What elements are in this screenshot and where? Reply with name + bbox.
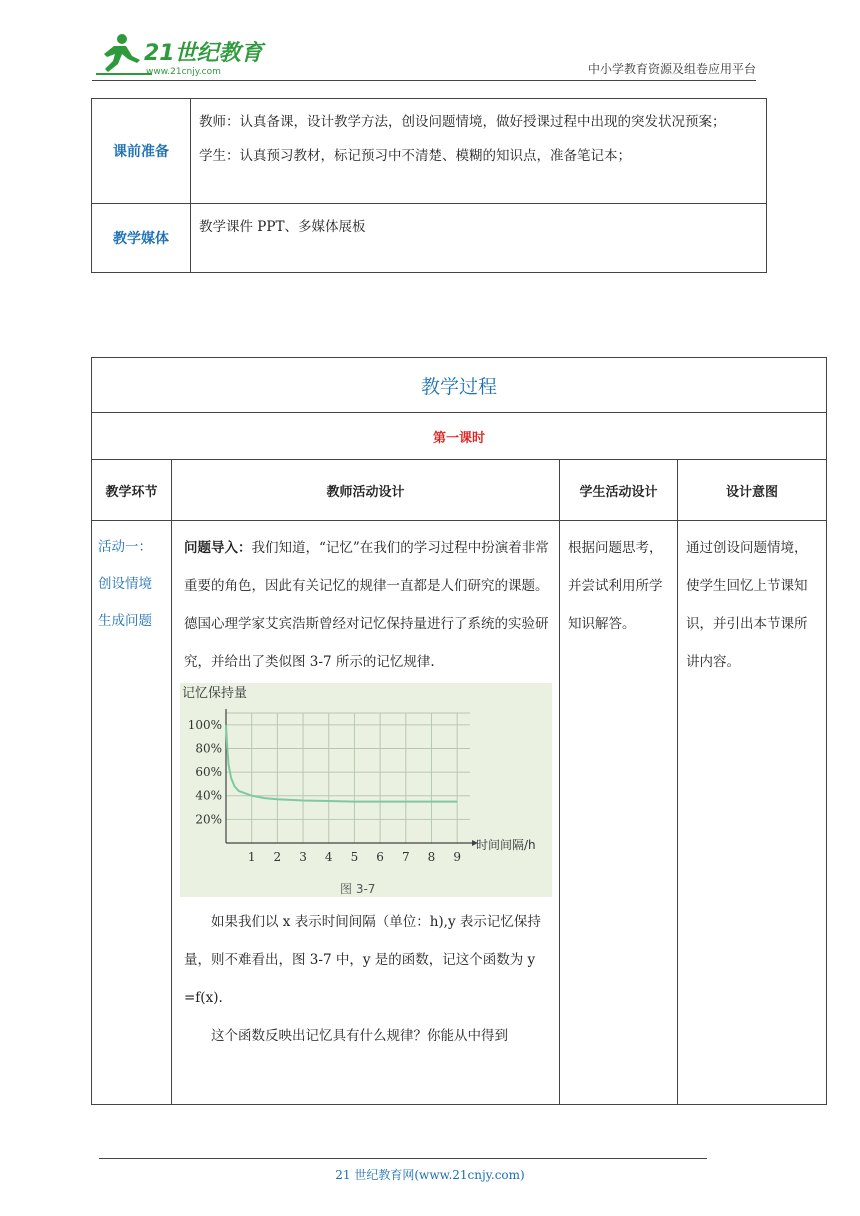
activity-step: [92, 521, 172, 1105]
table-row: [92, 204, 767, 273]
y-tick-label: 20%: [195, 812, 222, 827]
table-row: [92, 358, 827, 413]
x-tick-label: 3: [299, 850, 307, 864]
x-tick-labels: [248, 850, 461, 864]
row-label: 教学媒体: [92, 204, 191, 273]
x-tick-label: 6: [376, 850, 384, 864]
y-tick-label: 80%: [195, 741, 222, 756]
table-header-row: [92, 460, 827, 521]
lesson-label: 第一课时: [92, 413, 827, 460]
x-axis-label: 时间间隔/h: [476, 838, 536, 852]
x-tick-label: 2: [273, 850, 282, 864]
table-row: [92, 521, 827, 1105]
row-content: [191, 99, 767, 204]
y-tick-label: 100%: [187, 717, 222, 732]
x-tick-label: 1: [247, 850, 256, 864]
x-tick-label: 7: [401, 850, 410, 864]
header-divider: [92, 80, 756, 81]
y-tick-label: 60%: [195, 765, 222, 780]
header-tagline: 中小学教育资源及组卷应用平台: [587, 62, 756, 76]
footer-divider: [99, 1158, 707, 1159]
chart-background: [180, 683, 552, 897]
table-row: [92, 413, 827, 460]
column-header: 教学环节: [92, 460, 172, 521]
y-tick-label: 40%: [195, 788, 222, 803]
student-activity: 根据问题思考，并尝试利用所学知识解答。: [560, 521, 678, 1105]
footer-text: 21 世纪教育网(www.21cnjy.com): [335, 1168, 525, 1182]
intro-text: 我们知道，“记忆”在我们的学习过程中扮演着非常重要的角色，因此有关记忆的规律一直都是人们研究的课题。德国心理学家艾宾浩斯曾经对记忆保持量进行了系统的实验研究，并给出了类似图 3-7 所示的记忆规律.: [184, 540, 549, 670]
column-header: 学生活动设计: [560, 460, 678, 521]
preparation-table: [91, 98, 767, 273]
column-header: 教师活动设计: [172, 460, 560, 521]
memory-curve-chart: [180, 683, 552, 897]
content-line: 学生：认真预习教材，标记预习中不清楚、模糊的知识点，准备笔记本；: [199, 148, 631, 164]
column-header: 设计意图: [678, 460, 827, 521]
intro-paragraph: [184, 529, 551, 681]
step-line: 创设情境: [98, 576, 152, 592]
x-tick-label: 9: [453, 850, 461, 864]
teacher-activity: [172, 521, 560, 1105]
x-tick-label: 5: [350, 850, 359, 864]
chart-title: 记忆保持量: [182, 686, 248, 701]
step-line: 生成问题: [98, 613, 152, 629]
row-label: 课前准备: [92, 99, 191, 204]
intro-label: 问题导入：: [184, 540, 252, 556]
design-intent: 通过创设问题情境，使学生回忆上节课知识，并引出本节课所讲内容。: [678, 521, 827, 1105]
content-line: 教师：认真备课，设计教学方法，创设问题情境，做好授课过程中出现的突发状况预案；: [199, 114, 726, 130]
site-logo: [92, 30, 267, 80]
body-paragraph: 这个函数反映出记忆具有什么规律？你能从中得到: [211, 1028, 508, 1044]
x-tick-label: 8: [427, 850, 436, 864]
body-paragraph: 如果我们以 x 表示时间间隔（单位：h),y 表示记忆保持量，则不难看出，图 3-7 中，y 是的函数，记这个函数为 y =f(x).: [184, 914, 549, 1006]
table-row: [92, 99, 767, 204]
teaching-process-table: [91, 357, 827, 1105]
logo-url: www.21cnjy.com: [146, 67, 221, 77]
x-tick-label: 4: [324, 850, 333, 864]
figure-caption: 图 3-7: [340, 882, 376, 896]
step-line: 活动一：: [98, 539, 152, 555]
row-content: [191, 204, 767, 273]
table-title: 教学过程: [92, 358, 827, 413]
logo-text: 21世纪教育: [144, 41, 263, 66]
content-line: 教学课件 PPT、多媒体展板: [199, 219, 366, 235]
